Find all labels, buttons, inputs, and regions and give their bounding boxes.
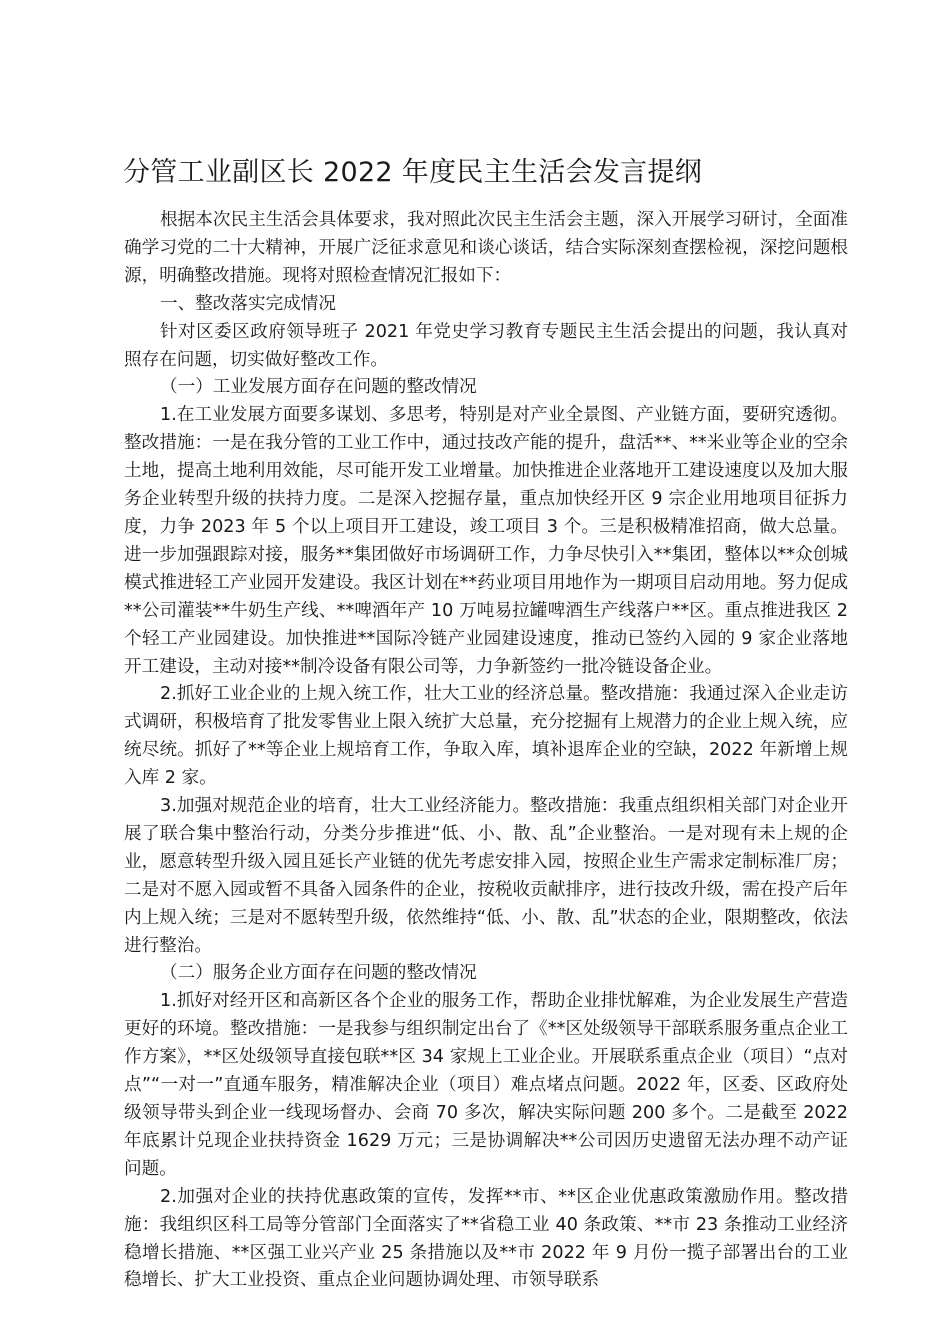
intro-paragraph: 根据本次民主生活会具体要求，我对照此次民主生活会主题，深入开展学习研讨，全面准确学习党的二十大精神，开展广泛征求意见和谈心谈话，结合实际深刻查摆检视，深挖问题根源，明确整改措施。现将对照检查情况汇报如下：	[124, 210, 848, 286]
paragraph: 针对区委区政府领导班子 2021 年党史学习教育专题民主生活会提出的问题，我认真对照存在问题，切实做好整改工作。	[124, 321, 848, 370]
paragraph: 3.加强对规范企业的培育，壮大工业经济能力。整改措施：我重点组织相关部门对企业开展了联合集中整治行动，分类分步推进“低、小、散、乱”企业整治。一是对现有未上规的企业，愿意转型升级入园且延长产业链的优先考虑安排入园，按照企业生产需求定制标准厂房；二是对不愿入园或暂不具备入园条件的企业，按税收贡献排序，进行技改升级，需在投产后年内上规入统；三是对不愿转型升级，依然维持“低、小、散、乱”状态的企业，限期整改，依法进行整治。	[124, 796, 848, 956]
document-body	[124, 207, 848, 1295]
section-heading-1: 一、整改落实完成情况	[160, 293, 336, 314]
paragraph: 1.抓好对经开区和高新区各个企业的服务工作，帮助企业排忧解难，为企业发展生产营造更好的环境。整改措施：一是我参与组织制定出台了《**区处级领导干部联系服务重点企业工作方案》，**区处级领导直接包联**区 34 家规上工业企业。开展联系重点企业（项目）“点对点”“一对一”直通车服务，精准解决企业（项目）难点堵点问题。2022 年，区委、区政府处级领导带头到企业一线现场督办、会商 70 多次，解决实际问题 200 多个。二是截至 2022 年底累计兑现企业扶持资金 1629 万元；三是协调解决**公司因历史遗留无法办理不动产证问题。	[124, 991, 848, 1179]
paragraph: 2.抓好工业企业的上规入统工作，壮大工业的经济总量。整改措施：我通过深入企业走访式调研，积极培育了批发零售业上限入统扩大总量，充分挖掘有上规潜力的企业上规入统，应统尽统。抓好了**等企业上规培育工作，争取入库，填补退库企业的空缺，2022 年新增上规入库 2 家。	[124, 684, 848, 789]
document-title: 分管工业副区长 2022 年度民主生活会发言提纲	[123, 157, 703, 188]
paragraph: 1.在工业发展方面要多谋划、多思考，特别是对产业全景图、产业链方面，要研究透彻。整改措施：一是在我分管的工业工作中，通过技改产能的提升，盘活**、**米业等企业的空余土地，提高土地利用效能，尽可能开发工业增量。加快推进企业落地开工建设速度以及加大服务企业转型升级的扶持力度。二是深入挖掘存量，重点加快经开区 9 宗企业用地项目征拆力度，力争 2023 年 5 个以上项目开工建设，竣工项目 3 个。三是积极精准招商，做大总量。进一步加强跟踪对接，服务**集团做好市场调研工作，力争尽快引入**集团，整体以**众创城模式推进轻工产业园开发建设。我区计划在**药业项目用地作为一期项目启动用地。努力促成**公司灌装**牛奶生产线、**啤酒年产 10 万吨易拉罐啤酒生产线落户**区。重点推进我区 2 个轻工产业园建设。加快推进**国际冷链产业园建设速度，推动已签约入园的 9 家企业落地开工建设，主动对接**制冷设备有限公司等，力争新签约一批冷链设备企业。	[124, 405, 848, 677]
subsection-heading-1: （一）工业发展方面存在问题的整改情况	[160, 377, 477, 398]
subsection-heading-2: （二）服务企业方面存在问题的整改情况	[160, 963, 477, 984]
paragraph: 2.加强对企业的扶持优惠政策的宣传，发挥**市、**区企业优惠政策激励作用。整改措施：我组织区科工局等分管部门全面落实了**省稳工业 40 条政策、**市 23 条推动工业经济稳增长措施、**区强工业兴产业 25 条措施以及**市 2022 年 9 月份一揽子部署出台的工业稳增长、扩大工业投资、重点企业问题协调处理、市领导联系	[124, 1186, 848, 1291]
